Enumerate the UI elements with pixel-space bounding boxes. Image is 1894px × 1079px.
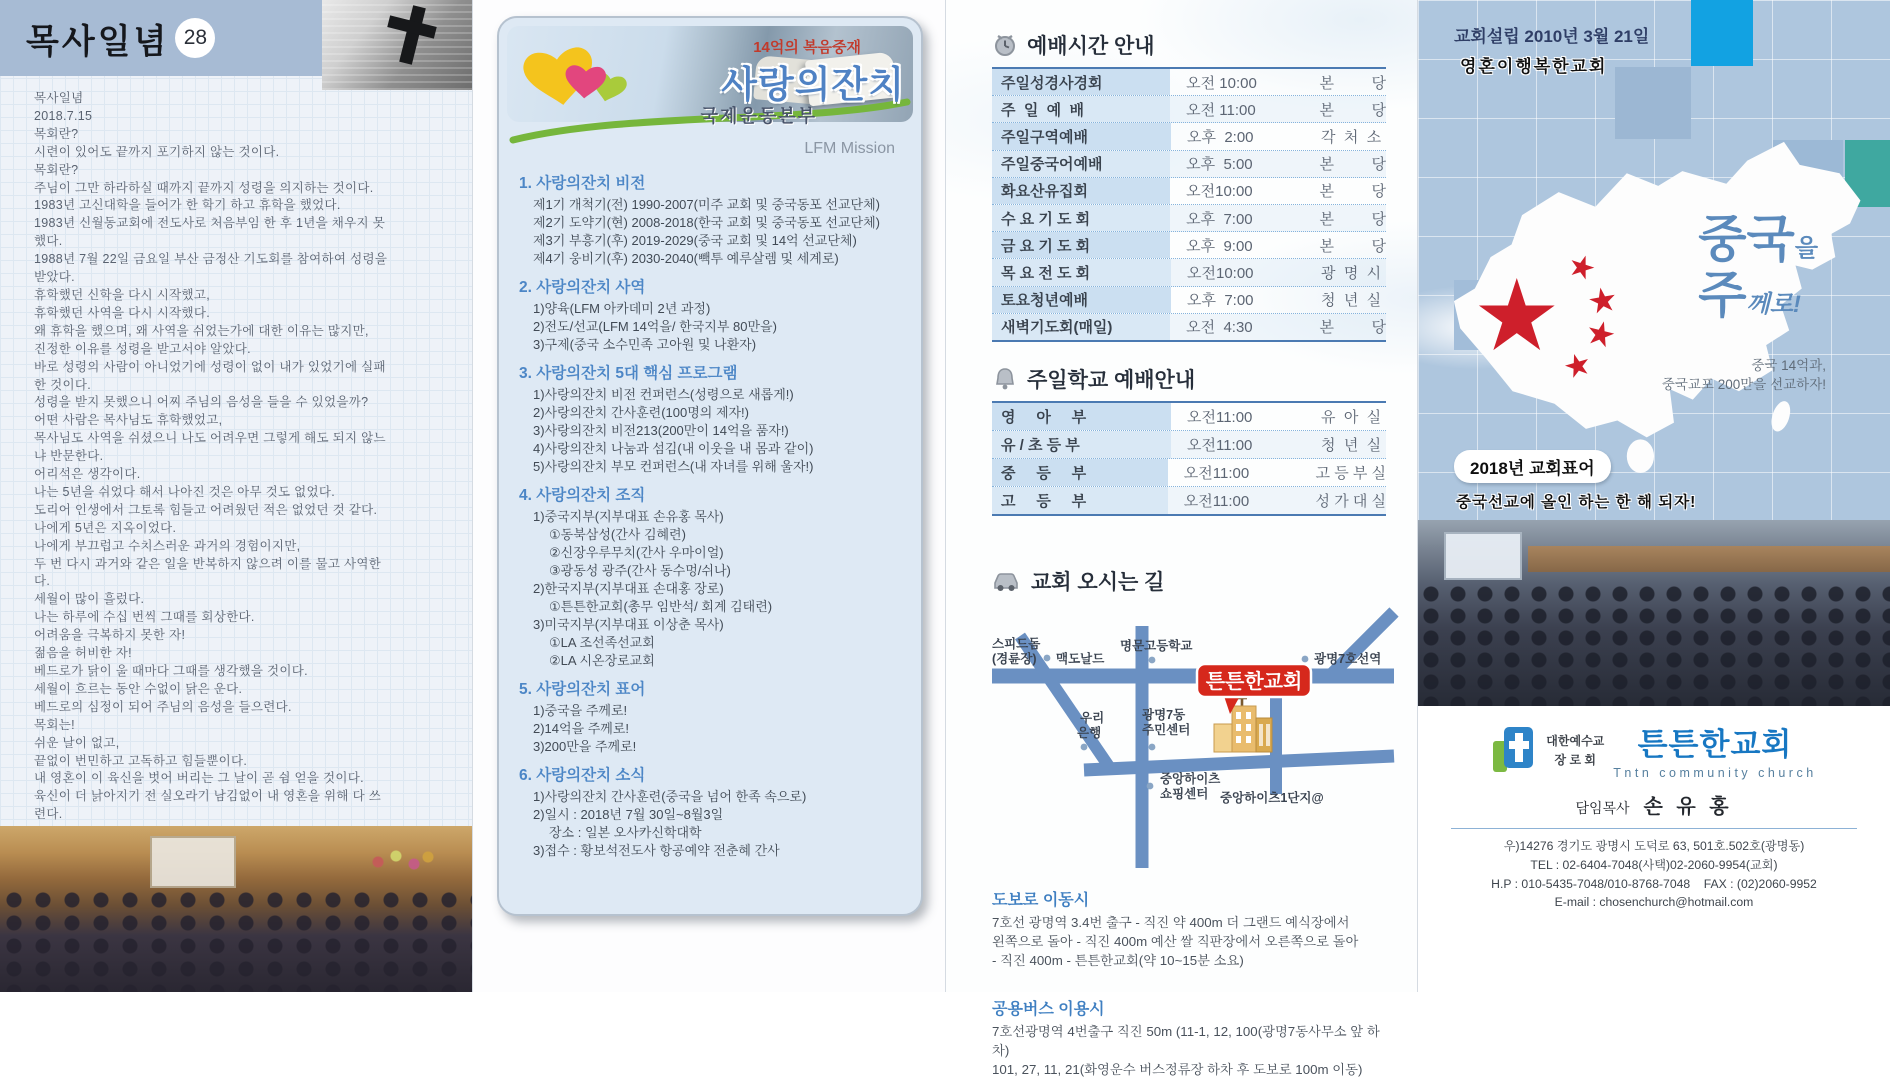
section-item: 2)한국지부(지부대표 손대홍 장로) xyxy=(533,581,724,596)
section-items xyxy=(519,702,909,756)
map-label-dong: 광명7동 xyxy=(1142,707,1186,722)
map-label-woori2: 은행 xyxy=(1077,725,1102,740)
bus-line: 101, 27, 11, 21(화영운수 버스정류장 하차 후 도보로 100m 이동) xyxy=(992,1061,1363,1077)
bus-directions xyxy=(992,1022,1392,1079)
church-founded-date: 교회설립 2010년 3월 21일 xyxy=(1454,27,1650,46)
lfm-title: 사랑의잔치 xyxy=(721,64,905,105)
service-place: 각 처 소 xyxy=(1321,128,1382,146)
church-logo-icon xyxy=(1491,725,1537,775)
denomination-line1: 대한예수교 xyxy=(1546,733,1605,748)
essay-line: 휴학했던 사역을 다시 시작했다. xyxy=(34,305,210,320)
department-name: 고 등 부 xyxy=(992,487,1168,514)
essay-line: 베드로의 심정이 되어 주님의 음성을 들으련다. xyxy=(34,699,292,714)
essay-line: 어떤 사람은 목사님도 휴학했었고, xyxy=(34,413,223,428)
essay-line: 목회는! xyxy=(34,717,75,732)
essay-line: 나는 5년을 쉬었다 해서 나아진 것은 아무 것도 없었다. xyxy=(34,484,336,499)
denomination xyxy=(1546,732,1604,768)
essay-line: 왜 휴학을 했으며, 왜 사역을 쉬었는가에 대한 이유는 많지만, xyxy=(34,323,369,338)
essay-line: 내 영혼이 이 육신을 벗어 버리는 그 날이 곧 쉼 얻을 것이다. xyxy=(34,771,364,786)
department-name: 중 등 부 xyxy=(992,459,1168,486)
section-item: ②LA 시온장로교회 xyxy=(549,653,655,668)
essay-line: 어리석은 생각이다. xyxy=(34,467,141,482)
section-item: 3)접수 : 황보석전도사 항공예약 전춘혜 간사 xyxy=(533,843,780,858)
essay-line: 어려움을 극복하지 못한 자! xyxy=(34,628,186,643)
essay-line: 목사일념 xyxy=(34,91,84,105)
service-name: 화요산유집회 xyxy=(992,178,1170,204)
service-place: 본 당 xyxy=(1319,156,1386,174)
lfm-banner xyxy=(507,26,913,158)
essay-line: 젊음을 허비한 자! xyxy=(34,646,132,661)
service-place: 본 당 xyxy=(1319,74,1386,92)
slogan-subtext xyxy=(1662,356,1826,394)
service-time: 오전10:00 xyxy=(1187,264,1254,282)
essay-line: 끝없이 번민하고 고독하고 힘들뿐이다. xyxy=(34,753,248,768)
service-time: 오전 11:00 xyxy=(1186,101,1256,119)
lfm-brand: LFM Mission xyxy=(804,140,895,157)
section-item: 제2기 도약기(현) 2008-2018(한국 교회 및 중국동포 선교단체) xyxy=(533,215,880,230)
church-badge-label: 튼튼한교회 xyxy=(1205,670,1303,693)
section-item: ①동북삼성(간사 김혜련) xyxy=(549,527,686,542)
section-heading: 5. 사랑의잔치 표어 xyxy=(519,681,646,698)
congregation-photo xyxy=(0,826,472,992)
section-heading: 6. 사랑의잔치 소식 xyxy=(519,767,646,784)
church-alias: 영혼이행복한교회 xyxy=(1460,57,1608,76)
mission-slogan xyxy=(1698,211,1818,323)
section-item: 3)미국지부(지부대표 이상춘 목사) xyxy=(533,617,724,632)
map-label-speeddome: 스피드돔 xyxy=(992,636,1041,651)
essay-line: 1983년 신월동교회에 전도사로 처음부임 한 후 1년을 채우지 못 xyxy=(34,216,386,231)
lfm-info-box xyxy=(497,16,923,916)
section-item: 제4기 웅비기(후) 2030-2040(빽투 예루살렘 및 세계로) xyxy=(533,251,839,266)
service-time: 오전 10:00 xyxy=(1186,74,1257,92)
church-tel: TEL : 02-6404-7048(사택)02-2060-9954(교회) xyxy=(1530,857,1778,872)
clock-icon xyxy=(992,32,1018,58)
department-place: 고 등 부 실 xyxy=(1315,464,1386,482)
bus-line: 7호선광명역 4번출구 직진 50m (11-1, 12, 100(광명7동사무소 앞 하차) xyxy=(992,1023,1380,1058)
lfm-section xyxy=(519,483,909,670)
service-name: 금 요 기 도 회 xyxy=(992,232,1170,258)
department-place: 성 가 대 실 xyxy=(1315,492,1386,510)
essay-line: 련다. xyxy=(34,807,63,822)
essay-line: 휴학했던 신학을 다시 시작했고, xyxy=(34,287,210,302)
department-name: 유 / 초 등 부 xyxy=(992,431,1171,458)
map-label-danji: 중앙하이츠1단지@ xyxy=(1220,790,1324,805)
lfm-section xyxy=(519,677,909,756)
section-item: 1)사랑의잔치 간사훈련(중국을 넘어 한족 속으로) xyxy=(533,789,807,804)
section-items xyxy=(519,788,909,860)
page-title: 목사일념 xyxy=(26,22,170,61)
service-time: 오후 2:00 xyxy=(1187,128,1254,146)
section-item: 제3기 부흥기(후) 2019-2029(중국 교회 및 14억 선교단체) xyxy=(533,233,857,248)
mosaic-square xyxy=(1691,0,1753,66)
department-name: 영 아 부 xyxy=(992,403,1171,430)
service-place: 본 당 xyxy=(1319,101,1386,119)
walking-heading: 도보로 이동시 xyxy=(992,891,1090,909)
worship-row xyxy=(992,259,1386,286)
department-place: 유 아 실 xyxy=(1321,408,1382,426)
essay-line: 세월이 많이 흘렀다. xyxy=(34,592,145,607)
year-motto: 중국선교에 올인 하는 한 해 되자! xyxy=(1456,494,1697,511)
building-icon xyxy=(1214,694,1272,752)
section-heading: 2. 사랑의잔치 사역 xyxy=(519,279,646,296)
map-label-mcdonalds: 맥도날드 xyxy=(1056,651,1105,666)
worship-row xyxy=(992,151,1386,178)
section-item: ②신장우루무치(간사 우마이얼) xyxy=(549,545,724,560)
newspaper-cross-photo xyxy=(322,0,472,90)
section-item: 3)구제(중국 소수민족 고아원 및 나환자) xyxy=(533,337,757,352)
china-map xyxy=(1412,108,1894,490)
service-time: 오전10:00 xyxy=(1186,183,1253,201)
service-place: 광 명 시 xyxy=(1321,264,1382,282)
sunday-school-heading xyxy=(992,364,1392,394)
essay-line: 세월이 흐르는 동안 수없이 닭은 운다. xyxy=(34,681,243,696)
lfm-sections xyxy=(519,164,909,906)
sunday-school-title: 주일학교 예배안내 xyxy=(1027,368,1196,392)
church-name-en: Tntn community church xyxy=(1613,766,1817,780)
pastor-name: 손 유 홍 xyxy=(1643,796,1733,818)
essay-line: 나에게 5년은 지옥이었다. xyxy=(34,520,177,535)
service-name: 주일성경사경회 xyxy=(992,69,1170,95)
worship-row xyxy=(992,96,1386,123)
slogan-big2: 주 xyxy=(1698,267,1747,323)
section-item: 2)일시 : 2018년 7월 30일~8월3일 xyxy=(533,807,724,822)
denomination-line2: 장 로 회 xyxy=(1554,752,1596,767)
map-label-speeddome2: (경륜장) xyxy=(992,651,1037,666)
service-place: 본 당 xyxy=(1319,183,1386,201)
panel-pastor-column xyxy=(0,0,473,992)
essay-line: 나는 하루에 수십 번씩 그때를 회상한다. xyxy=(34,610,255,625)
church-map-svg xyxy=(992,606,1394,868)
section-item: ①튼튼한교회(총무 임반석/ 회계 김태련) xyxy=(549,599,773,614)
service-time: 오전 4:30 xyxy=(1186,319,1253,337)
section-items xyxy=(519,508,909,670)
panel-lfm-mission xyxy=(473,0,946,992)
sunday-school-row xyxy=(992,459,1386,487)
heart-logo-icon xyxy=(517,40,643,140)
essay-line: 목회란? xyxy=(34,126,79,141)
pastor-label: 담임목사 xyxy=(1575,800,1630,816)
slogan-subline2: 중국교포 200만을 선교하자! xyxy=(1661,377,1826,392)
pastor-row xyxy=(1418,790,1890,819)
walking-line: 왼쪽으로 돌아 - 직진 400m 예산 쌀 직판장에서 오른쪽으로 돌아 xyxy=(992,933,1359,949)
sunday-school-row xyxy=(992,487,1386,514)
essay-line: 1983년 고신대학을 들어가 한 학기 하고 휴학을 했었다. xyxy=(34,198,341,213)
church-footer xyxy=(1418,706,1890,992)
year-motto-label: 2018년 교회표어 xyxy=(1454,450,1611,483)
worship-row xyxy=(992,178,1386,205)
worship-row xyxy=(992,232,1386,259)
lfm-section xyxy=(519,275,909,354)
sunday-school-table xyxy=(992,401,1386,516)
section-item: 5)사랑의잔치 부모 컨퍼런스(내 자녀를 위해 울자!) xyxy=(533,459,814,474)
essay-line: 목사님도 사역을 쉬셨으니 나도 어려우면 그렇게 해도 되지 않느 xyxy=(34,431,386,446)
section-item: 1)양육(LFM 아카데미 2년 과정) xyxy=(533,301,711,316)
church-map xyxy=(992,606,1392,873)
lfm-section xyxy=(519,361,909,476)
service-time: 오후 5:00 xyxy=(1186,156,1253,174)
footer-divider xyxy=(1451,828,1857,829)
essay-line: 두 번 다시 과거와 같은 일을 반복하지 않으려 이를 물고 사역한 xyxy=(34,556,382,571)
service-name: 수 요 기 도 회 xyxy=(992,205,1170,231)
worship-row xyxy=(992,287,1386,314)
slogan-subline1: 중국 14억과, xyxy=(1751,358,1826,373)
service-name: 주 일 예 배 xyxy=(992,96,1170,122)
lfm-section xyxy=(519,763,909,860)
sunday-school-row xyxy=(992,431,1386,459)
section-item: 2)14억을 주께로! xyxy=(533,721,630,736)
section-item: ①LA 조선족선교회 xyxy=(549,635,655,650)
service-name: 새벽기도회(매일) xyxy=(992,314,1170,340)
worship-row xyxy=(992,314,1386,340)
lfm-subtitle: 국제운동본부 xyxy=(700,106,817,126)
bright-screen xyxy=(1444,532,1522,580)
essay-line: 도리어 인생에서 그토록 힘들고 어려웠던 적은 없었던 것 같다. xyxy=(34,502,378,517)
department-time: 오전11:00 xyxy=(1183,464,1250,482)
map-label-heights: 중앙하이츠 xyxy=(1160,771,1221,786)
walking-line: - 직진 400m - 튼튼한교회(약 10~15분 소요) xyxy=(992,952,1244,968)
bell-icon xyxy=(992,366,1018,392)
service-time: 오후 9:00 xyxy=(1186,237,1253,255)
section-item: 1)사랑의잔치 비전 컨퍼런스(성령으로 새롭게!) xyxy=(533,387,794,402)
section-item: 2)사랑의잔치 간사훈련(100명의 제자!) xyxy=(533,405,749,420)
section-item: 3)사랑의잔치 비전213(200만이 14억을 품자!) xyxy=(533,423,789,438)
service-time: 오후 7:00 xyxy=(1187,292,1254,310)
section-item: 1)중국지부(지부대표 손유홍 목사) xyxy=(533,509,724,524)
essay-line: 한 것이다. xyxy=(34,377,92,392)
slogan-big1: 중국 xyxy=(1698,211,1795,267)
church-email: E-mail : chosenchurch@hotmail.com xyxy=(1554,895,1754,910)
service-name: 토요청년예배 xyxy=(992,287,1171,313)
map-label-station: 광명7호선역 xyxy=(1314,651,1382,666)
map-label-highschool: 명문고등학교 xyxy=(1120,638,1193,653)
service-place: 청 년 실 xyxy=(1321,292,1382,310)
essay-line: 주님이 그만 하라하실 때까지 끝까지 성령을 의지하는 것이다. xyxy=(34,180,374,195)
directions-heading xyxy=(992,566,1392,596)
issue-number-badge: 28 xyxy=(175,18,215,58)
worship-row xyxy=(992,69,1386,96)
essay-line: 바로 성령의 사람이 아니었기에 성령이 없이 내가 있었기에 실패 xyxy=(34,359,386,374)
essay-line: 나에게 부끄럽고 수치스러운 과거의 경험이지만, xyxy=(34,538,301,553)
essay-line: 성령을 받지 못했으니 어찌 주님의 음성을 들을 수 있었을까? xyxy=(34,395,369,410)
section-item: ③광동성 광주(간사 동수멍/쉬나) xyxy=(549,563,731,578)
essay-line: 2018.7.15 xyxy=(34,108,93,123)
sanctuary-photo xyxy=(1418,520,1890,706)
essay-line: 1988년 7월 22일 금요일 부산 금정산 기도회를 참여하여 성령을 xyxy=(34,252,388,267)
service-name: 주일구역예배 xyxy=(992,123,1171,149)
section-heading: 3. 사랑의잔치 5대 핵심 프로그램 xyxy=(519,365,738,382)
section-item: 4)사랑의잔치 나눔과 섬김(내 이웃을 내 몸과 같이) xyxy=(533,441,814,456)
worship-row xyxy=(992,205,1386,232)
slogan-small1: 을 xyxy=(1794,235,1818,262)
worship-times-table xyxy=(992,67,1386,342)
section-items xyxy=(519,196,909,268)
banner-tagline: 14억의 복음중재 xyxy=(753,39,861,56)
service-place: 본 당 xyxy=(1319,319,1386,337)
essay-line: 육신이 더 낡아지기 전 실오라기 남김없이 내 영혼을 위해 다 쓰 xyxy=(34,789,382,804)
section-items xyxy=(519,300,909,354)
essay-line: 진정한 이유를 성령을 받고서야 알았다. xyxy=(34,341,251,356)
service-name: 주일중국어예배 xyxy=(992,151,1170,177)
section-item: 장소 : 일본 오사카신학대학 xyxy=(549,825,702,840)
service-time: 오후 7:00 xyxy=(1186,210,1253,228)
walking-directions xyxy=(992,913,1392,970)
church-hp-fax: H.P : 010-5435-7048/010-8768-7048 FAX : (02)2060-9952 xyxy=(1491,876,1817,891)
bus-heading: 공용버스 이용시 xyxy=(992,1000,1105,1018)
department-place: 청 년 실 xyxy=(1321,436,1382,454)
map-label-dong2: 주민센터 xyxy=(1142,722,1191,737)
lfm-section xyxy=(519,171,909,268)
walking-line: 7호선 광명역 3.4번 출구 - 직진 약 400m 더 그랜드 예식장에서 xyxy=(992,914,1350,930)
podium-area xyxy=(1528,546,1890,572)
section-item: 제1기 개척기(전) 1990-2007(미주 교회 및 중국동포 선교단체) xyxy=(533,197,880,212)
section-item: 1)중국을 주께로! xyxy=(533,703,628,718)
essay-line: 다. xyxy=(34,574,51,589)
department-time: 오전11:00 xyxy=(1187,436,1253,454)
essay-line: 베드로가 닭이 울 때마다 그때를 생각했을 것이다. xyxy=(34,664,308,678)
section-heading: 4. 사랑의잔치 조직 xyxy=(519,487,646,504)
essay-line: 냐 반문한다. xyxy=(34,449,104,464)
service-place: 본 당 xyxy=(1319,237,1386,255)
section-items xyxy=(519,386,909,476)
slogan-small2: 께로! xyxy=(1746,291,1801,318)
essay-line: 시련이 있어도 끝까지 포기하지 않는 것이다. xyxy=(34,144,280,159)
map-label-woori: 우리 xyxy=(1080,710,1105,725)
worship-times-title: 예배시간 안내 xyxy=(1027,35,1155,58)
section-item: 2)전도/선교(LFM 14억을/ 한국지부 80만을) xyxy=(533,319,777,334)
worship-times-heading xyxy=(992,30,1392,60)
sunday-school-row xyxy=(992,403,1386,431)
section-item: 3)200만을 주께로! xyxy=(533,739,637,754)
flowers xyxy=(368,848,438,878)
church-logo-row xyxy=(1418,719,1890,780)
worship-row xyxy=(992,123,1386,150)
map-label-heights2: 쇼핑센터 xyxy=(1160,786,1209,801)
essay-line: 쉬운 날이 없고, xyxy=(34,735,120,750)
projector-screen xyxy=(150,836,236,888)
service-place: 본 당 xyxy=(1319,210,1386,228)
department-time: 오전11:00 xyxy=(1187,408,1253,426)
department-time: 오전11:00 xyxy=(1183,492,1250,510)
essay-line: 목회란? xyxy=(34,162,79,177)
section-heading: 1. 사랑의잔치 비전 xyxy=(519,175,646,192)
church-address: 우)14276 경기도 광명시 도덕로 63, 501호.502호(광명동) xyxy=(1503,839,1805,853)
service-info-content xyxy=(992,0,1392,1079)
essay-line: 했다. xyxy=(34,234,63,249)
car-icon xyxy=(992,569,1022,593)
directions-title: 교회 오시는 길 xyxy=(1031,570,1165,594)
essay-line: 받았다. xyxy=(34,270,75,285)
church-name: 튼튼한교회 xyxy=(1637,727,1793,762)
service-name: 목 요 전 도 회 xyxy=(992,259,1171,285)
panel-service-info xyxy=(946,0,1418,1077)
pastor-essay-text xyxy=(34,90,462,824)
panel-cover xyxy=(1418,0,1890,992)
